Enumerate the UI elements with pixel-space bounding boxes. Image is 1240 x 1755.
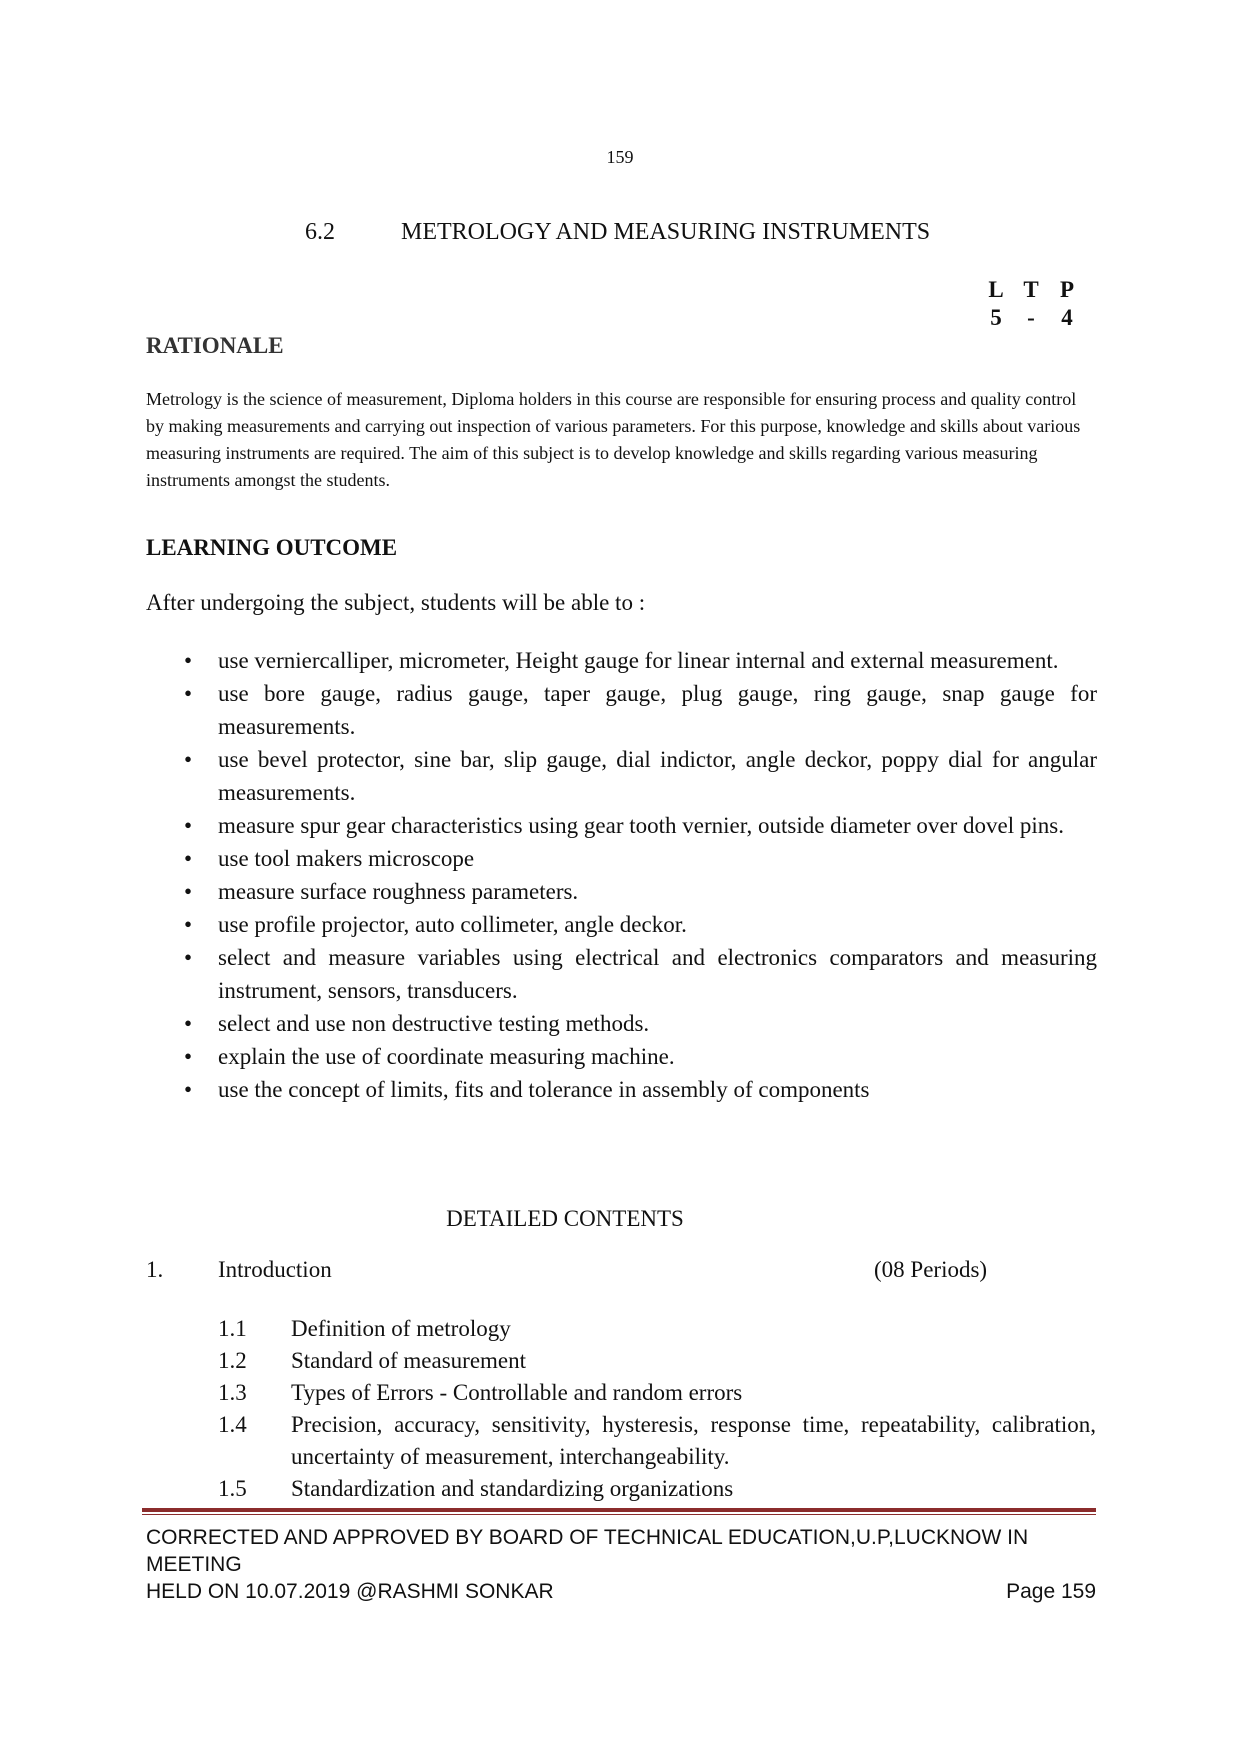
footer-line-2-row — [146, 1578, 1096, 1605]
list-item: • use bevel protector, sine bar, slip gauge, dial indictor, angle deckor, poppy dial for angular measurements. — [146, 743, 1097, 809]
subitem-number: 1.3 — [218, 1380, 247, 1405]
list-item — [218, 1345, 1096, 1377]
subitem-text: Definition of metrology — [291, 1316, 511, 1341]
subitem-text: Standardization and standardizing organizations — [291, 1476, 734, 1501]
list-item: • use the concept of limits, fits and tolerance in assembly of components — [146, 1073, 1097, 1106]
ltp-header-t: T — [1023, 277, 1039, 302]
unit-subitem-list — [218, 1313, 1096, 1505]
list-item — [218, 1377, 1096, 1409]
unit-row — [146, 1257, 1146, 1289]
list-item — [218, 1473, 1096, 1505]
list-item: • use bore gauge, radius gauge, taper gauge, plug gauge, ring gauge, snap gauge for measurements. — [146, 677, 1097, 743]
subitem-text: Types of Errors - Controllable and random errors — [291, 1380, 743, 1405]
list-item: • measure surface roughness parameters. — [146, 875, 1097, 908]
footer-divider — [142, 1508, 1096, 1512]
list-item: • use profile projector, auto collimeter, angle deckor. — [146, 908, 1097, 941]
page-footer — [146, 1524, 1096, 1605]
unit-number: 1. — [146, 1257, 164, 1282]
subitem-number: 1.4 — [218, 1412, 247, 1437]
footer-divider-thin — [142, 1514, 1096, 1515]
subitem-text: Precision, accuracy, sensitivity, hysteresis, response time, repeatability, calibration, uncertainty of measurement, interchangeability. — [291, 1412, 1096, 1469]
subitem-text: Standard of measurement — [291, 1348, 527, 1373]
subitem-number: 1.5 — [218, 1476, 247, 1501]
unit-title: Introduction — [218, 1257, 332, 1282]
ltp-header-p: P — [1059, 277, 1075, 302]
title-number: 6.2 — [305, 219, 335, 245]
page-title — [305, 219, 930, 246]
ltp-value-row — [0, 305, 1240, 335]
learning-outcome-intro: After undergoing the subject, students will be able to : — [146, 590, 646, 615]
rationale-paragraph: Metrology is the science of measurement, Diploma holders in this course are responsible for ensuring process and quality control by making measurements and carrying out inspection of various parameters. For this purpose, knowledge and skills about various measuring instruments are required. The aim of this subject is to develop knowledge and skills regarding various measuring instruments amongst the students. — [146, 389, 1081, 490]
detailed-contents-heading: DETAILED CONTENTS — [446, 1206, 684, 1231]
ltp-header-row — [0, 277, 1240, 307]
ltp-value-l: 5 — [990, 305, 1002, 330]
list-item — [218, 1409, 1096, 1473]
learning-outcome-list — [146, 644, 1097, 1106]
ltp-value-p: 4 — [1061, 305, 1073, 330]
footer-line-1: CORRECTED AND APPROVED BY BOARD OF TECHNICAL EDUCATION,U.P,LUCKNOW IN MEETING — [146, 1526, 1029, 1576]
ltp-header-l: L — [988, 277, 1004, 302]
rationale-heading: RATIONALE — [146, 333, 284, 358]
subitem-number: 1.1 — [218, 1316, 247, 1341]
unit-periods: (08 Periods) — [874, 1257, 988, 1282]
learning-outcome-heading: LEARNING OUTCOME — [146, 535, 398, 560]
list-item: • select and measure variables using electrical and electronics comparators and measuring instrument, sensors, transducers. — [146, 941, 1097, 1007]
list-item: • explain the use of coordinate measuring machine. — [146, 1040, 1097, 1073]
ltp-value-t: - — [1027, 305, 1035, 330]
list-item — [218, 1313, 1096, 1345]
footer-page-number: Page 159 — [1006, 1580, 1096, 1603]
list-item: • use tool makers microscope — [146, 842, 1097, 875]
list-item: • select and use non destructive testing methods. — [146, 1007, 1097, 1040]
title-text: METROLOGY AND MEASURING INSTRUMENTS — [401, 219, 931, 245]
list-item: • use verniercalliper, micrometer, Height gauge for linear internal and external measurement. — [146, 644, 1097, 677]
subitem-number: 1.2 — [218, 1348, 247, 1373]
page-number: 159 — [606, 147, 634, 167]
footer-line-2: HELD ON 10.07.2019 @RASHMI SONKAR — [146, 1580, 554, 1603]
list-item: • measure spur gear characteristics using gear tooth vernier, outside diameter over dovel pins. — [146, 809, 1097, 842]
